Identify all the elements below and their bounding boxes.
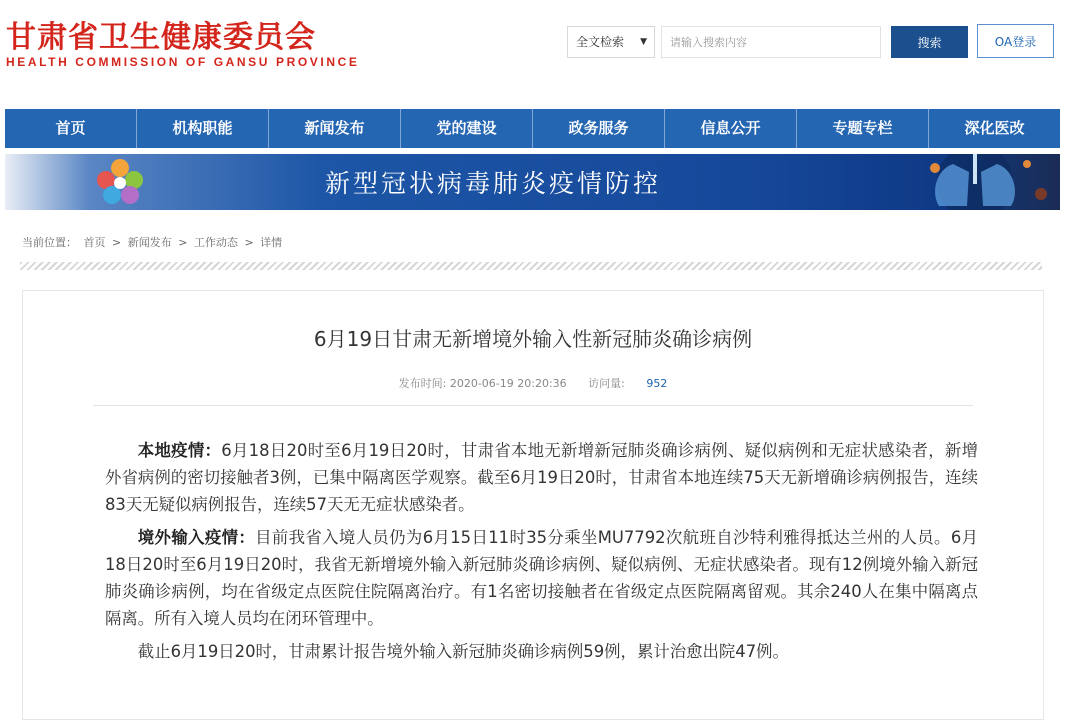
nav-item-services[interactable]: 政务服务 — [533, 109, 665, 148]
nav-item-organization[interactable]: 机构职能 — [137, 109, 269, 148]
decorative-divider — [20, 262, 1042, 270]
breadcrumb-item-news[interactable]: 新闻发布 — [127, 236, 172, 249]
search-input[interactable] — [661, 26, 881, 58]
search-scope-select[interactable] — [567, 26, 655, 58]
breadcrumb-item-detail[interactable]: 详情 — [260, 236, 283, 249]
lungs-illustration-icon — [915, 154, 1055, 210]
nav-item-party[interactable]: 党的建设 — [401, 109, 533, 148]
nav-item-home[interactable]: 首页 — [5, 109, 137, 148]
views-count: 952 — [646, 377, 668, 390]
article-paragraph — [105, 524, 978, 632]
paragraph-lead: 本地疫情： — [137, 441, 222, 460]
breadcrumb-separator: > — [244, 236, 254, 249]
oa-login-button[interactable]: OA登录 — [977, 24, 1054, 58]
nav-item-reform[interactable]: 深化医改 — [964, 119, 1025, 137]
published-value: 2020-06-19 20:20:36 — [449, 377, 567, 390]
article-panel — [22, 290, 1044, 720]
flower-logo-icon — [90, 156, 150, 208]
covid-banner[interactable] — [5, 154, 1060, 210]
article-body — [105, 437, 978, 671]
paragraph-text: 6月18日20时至6月19日20时，甘肃省本地无新增新冠肺炎确诊病例、疑似病例和无症状感染者，新增外省病例的密切接触者3例，已集中隔离医学观察。截至6月19日20时，甘肃省本地连续75天无新增确诊病例报告，连续83天无疑似病例报告，连续57天无无症状感染者。 — [105, 441, 979, 514]
chevron-down-icon: ▼ — [640, 37, 647, 47]
article-paragraph — [105, 437, 978, 518]
nav-item-topics[interactable]: 专题专栏 — [797, 109, 929, 148]
paragraph-text: 目前我省入境人员仍为6月15日11时35分乘坐MU7792次航班自沙特利雅得抵达兰州的人员。6月18日20时至6月19日20时，我省无新增境外输入新冠肺炎确诊病例、疑似病例、无症状感染者。现有12例境外输入新冠肺炎确诊病例，均在省级定点医院住院隔离治疗。有1名密切接触者在省级定点医院隔离留观。其余240人在集中隔离点隔离。所有入境人员均在闭环管理中。 — [105, 528, 978, 628]
nav-item-disclosure[interactable]: 信息公开 — [665, 109, 797, 148]
nav-item-news[interactable]: 新闻发布 — [269, 109, 401, 148]
main-nav — [5, 109, 1060, 148]
site-header — [0, 0, 1080, 100]
breadcrumb-prefix: 当前位置： — [22, 236, 77, 249]
breadcrumb — [22, 234, 285, 250]
site-logo-chinese[interactable]: 甘肃省卫生健康委员会 — [6, 20, 316, 55]
site-logo-english[interactable]: HEALTH COMMISSION OF GANSU PROVINCE — [6, 55, 360, 69]
breadcrumb-item-home[interactable]: 首页 — [83, 236, 106, 249]
published-label: 发布时间: — [398, 377, 447, 390]
views-label: 访问量: — [588, 377, 625, 390]
search-scope-label: 全文检索 — [576, 35, 625, 49]
article-meta — [23, 375, 1043, 391]
article-divider — [93, 405, 973, 406]
breadcrumb-item-work-updates[interactable]: 工作动态 — [193, 236, 238, 249]
paragraph-text: 截止6月19日20时，甘肃累计报告境外输入新冠肺炎确诊病例59例，累计治愈出院47例。 — [137, 642, 789, 661]
article-paragraph — [105, 638, 978, 665]
article-title: 6月19日甘肃无新增境外输入性新冠肺炎确诊病例 — [313, 327, 753, 351]
breadcrumb-separator: > — [112, 236, 122, 249]
paragraph-lead: 境外输入疫情： — [137, 528, 256, 547]
breadcrumb-separator: > — [178, 236, 188, 249]
search-button[interactable]: 搜索 — [891, 26, 968, 58]
banner-title: 新型冠状病毒肺炎疫情防控 — [325, 169, 662, 198]
